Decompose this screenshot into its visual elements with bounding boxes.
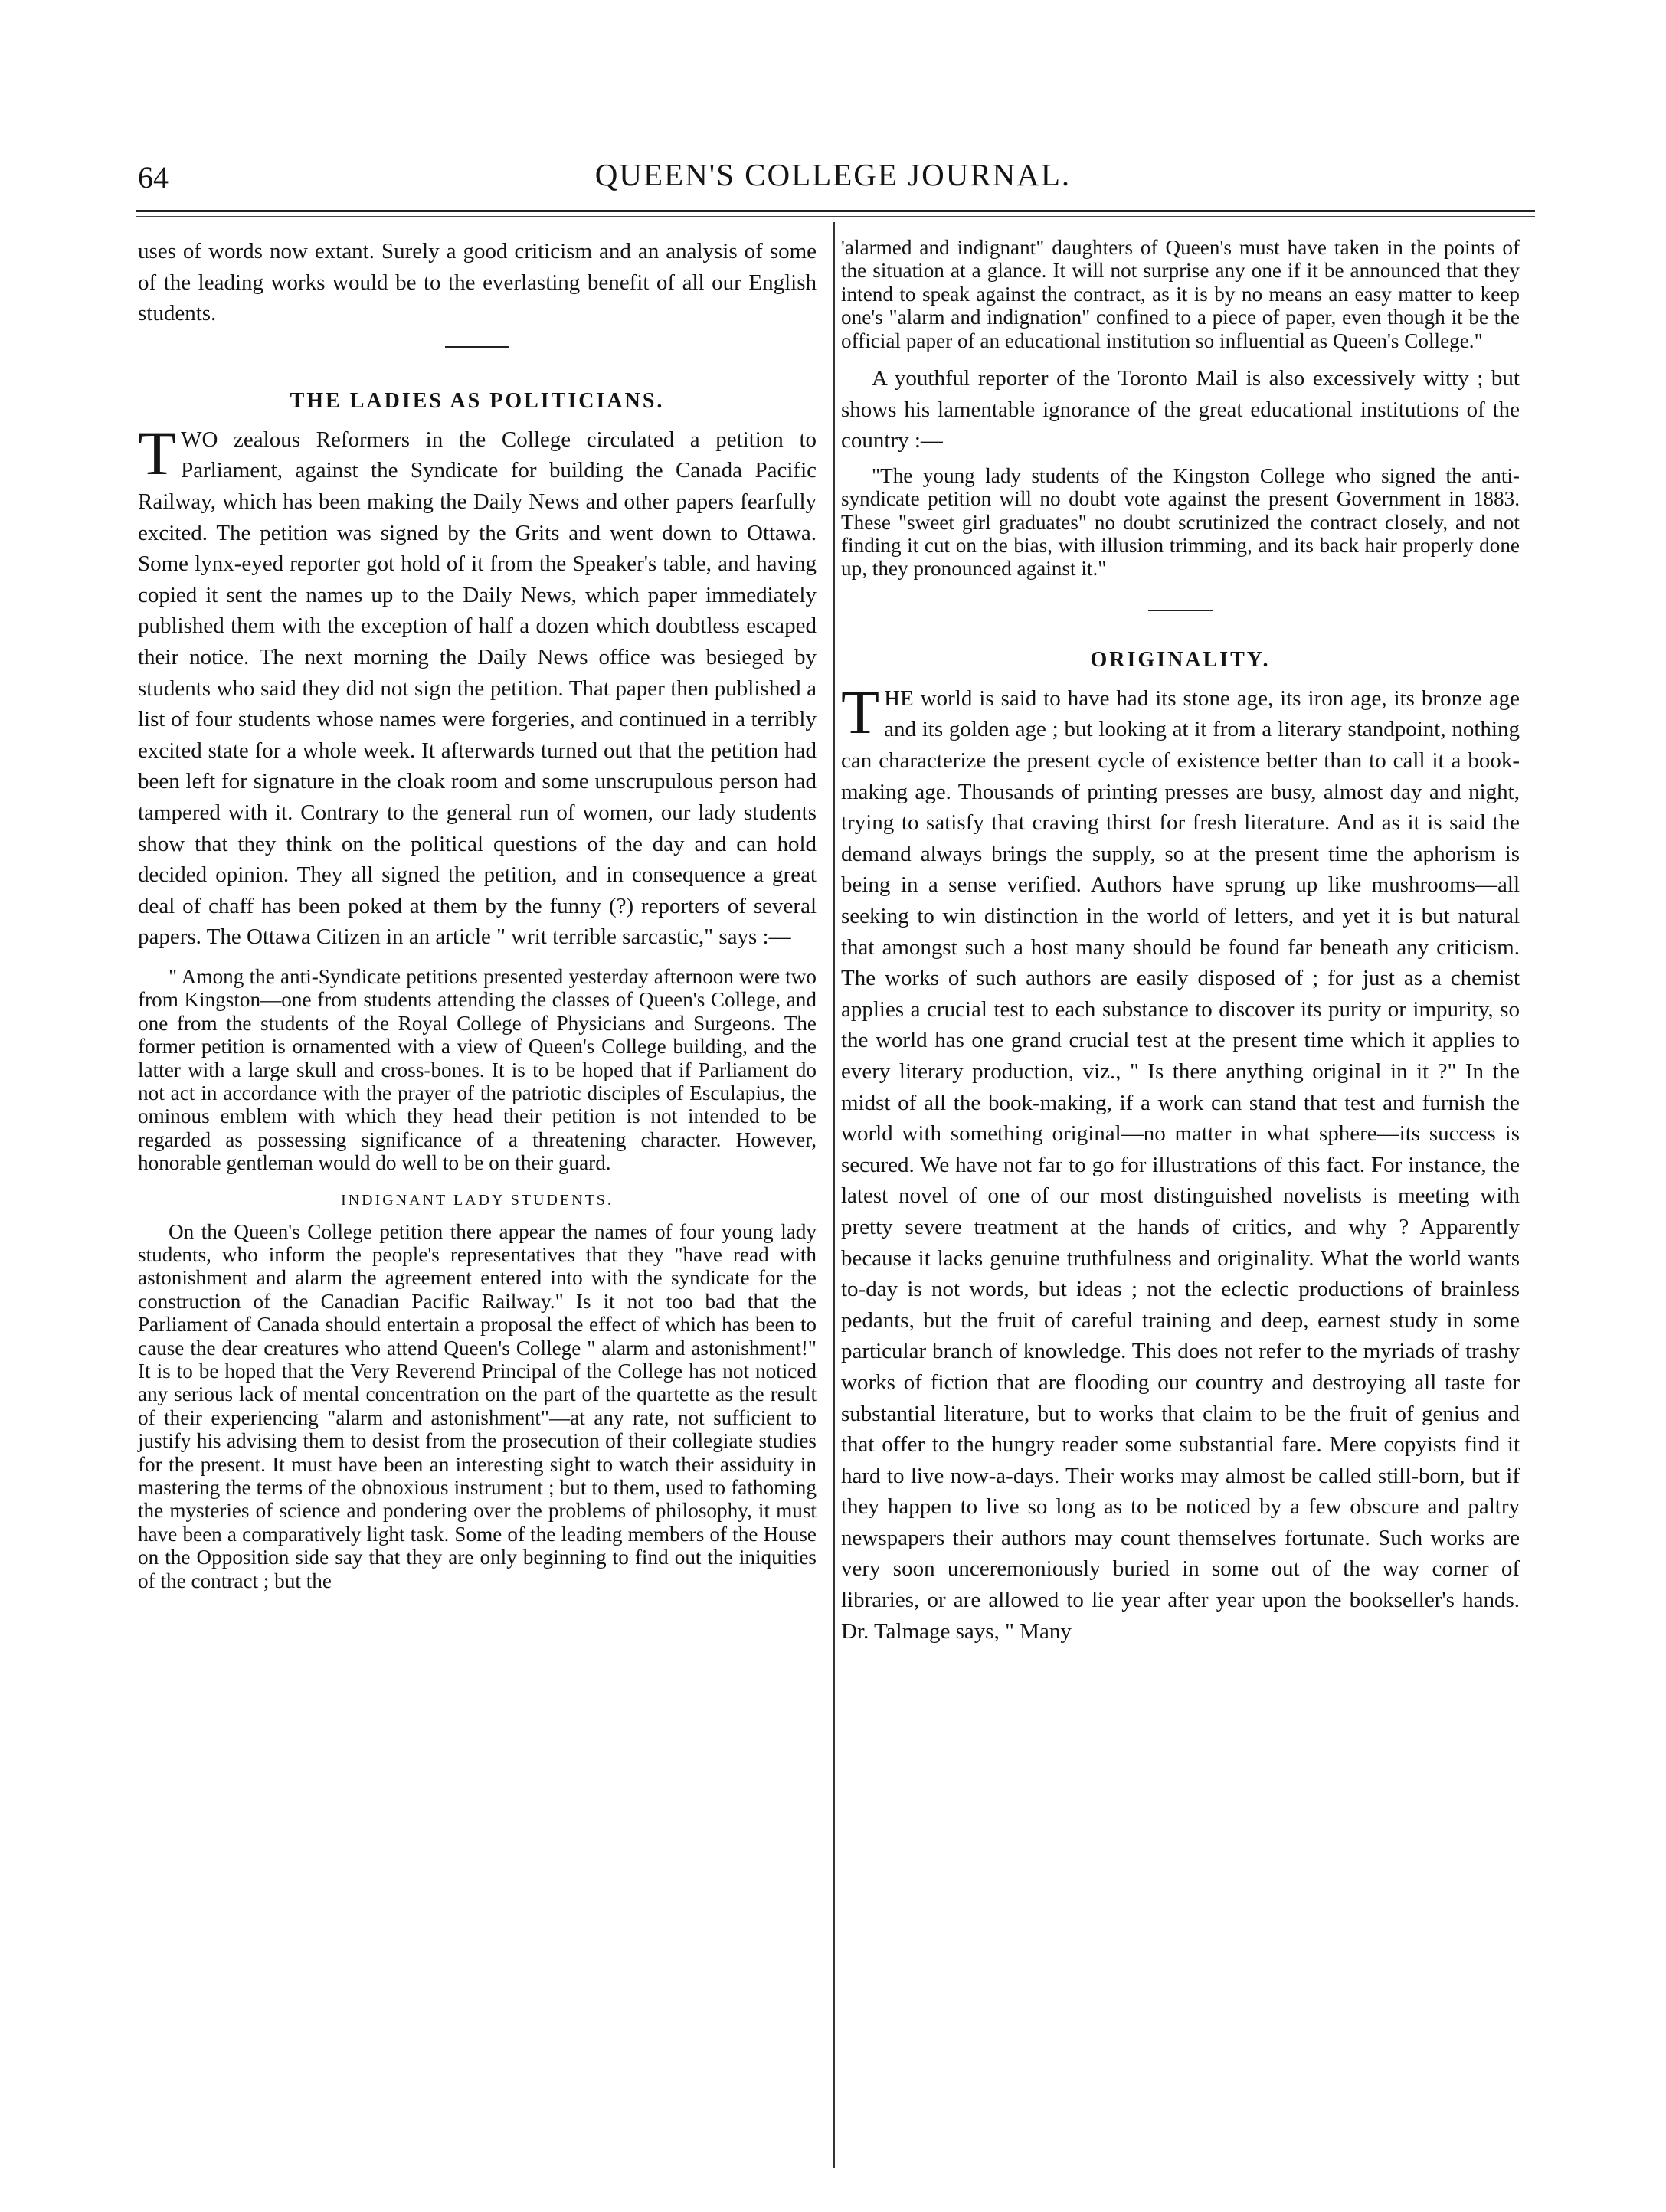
indignant-quote: On the Queen's College petition there appear the names of four young lady students, who inform the people's representatives that they "have read with astonishment and alarm the agreement entered into with the syndicate for the construction of the Canadian Pacific Railway." Is it not too bad that the Parliament of Canada should entertain a proposal the effect of which has been to cause the dear creatures who attend Queen's College " alarm and astonishment!" It is to be hoped that the Very Reverend Principal of the College has not noticed any serious lack of mental concentration on the part of the quartette as the result of their experiencing "alarm and astonishment"—at any rate, not sufficient to justify his advising them to desist from the prosecution of their collegiate studies for the present. It must have been an interesting sight to watch their assiduity in mastering the terms of the obnoxious instrument ; but to them, used to fathoming the mysteries of science and pondering over the problems of philosophy, it must have been a comparatively light task. Some of the leading members of the House on the Opposition side say that they are only beginning to find out the iniquities of the contract ; but the — [138, 1219, 817, 1592]
header-rule — [136, 210, 1535, 212]
subheading-indignant: INDIGNANT LADY STUDENTS. — [341, 1191, 614, 1209]
drop-cap: T — [841, 676, 880, 747]
article-paragraph-ladies — [138, 417, 817, 953]
article-paragraph-originality — [841, 676, 1520, 1647]
left-column — [138, 227, 817, 1592]
continued-quote: 'alarmed and indignant" daughters of Queen's must have taken in the points of the situation at a glance. It will not surprise any one if it be announced that they intend to speak against the contract, as it is by no means an easy matter to keep one's "alarm and indignation" confined to a piece of paper, even though it be the official paper of an educational institution so influential as Queen's College." — [841, 236, 1520, 352]
page-number: 64 — [138, 160, 169, 195]
section-divider — [445, 346, 509, 348]
continuation-paragraph: uses of words now extant. Surely a good criticism and an analysis of some of the leading works would be to the everlasting benefit of all our English students. — [138, 239, 817, 326]
mail-quote: "The young lady students of the Kingston College who signed the anti-syndicate petition will no doubt vote against the present Government in 1883. These "sweet girl graduates" no doubt scrutinized the contract closely, and not finding it cut on the bias, with illusion trimming, and its back hair properly done up, they pronounced against it." — [841, 463, 1520, 581]
header-rule-thin — [136, 216, 1535, 217]
mail-paragraph: A youthful reporter of the Toronto Mail is also excessively witty ; but shows his lamentable ignorance of the great educational institutions of the country :— — [841, 366, 1520, 453]
article-heading-ladies: THE LADIES AS POLITICIANS. — [290, 388, 665, 413]
article-paragraph-text: HE world is said to have had its stone age, its iron age, its bronze age and its golden age ; but looking at it from a literary standpoint, nothing can characterize the present cycle of existence better than to call it a book-making age. Thousands of printing presses are busy, almost day and night, trying to satisfy that craving thirst for fresh literature. And as it is said the demand always brings the supply, so at the present time the aphorism is being in a sense verified. Authors have sprung up like mushrooms—all seeking to win distinction in the world of letters, and yet it is but natural that amongst such a host many should be found far beneath any criticism. The works of such authors are easily disposed of ; for just as a chemist applies a crucial test to each substance to discover its purity or impurity, so the world has one grand crucial test at the present time which it applies to every literary production, viz., " Is there anything original in it ?" In the midst of all the book-making, if a work can stand that test and furnish the world with something original—no matter in what sphere—its success is secured. We have not far to go for illustrations of this fact. For instance, the latest novel of one of our most distinguished novelists is meeting with pretty severe treatment at the hands of critics, and why ? Apparently because it lacks genuine truthfulness and originality. What the world wants to-day is not words, but ideas ; not the eclectic productions of brainless pedants, but the fruit of careful training and deep, earnest study in some particular branch of knowledge. This does not refer to the myriads of trashy works of fiction that are flooding our country and destroying all taste for substantial literature, but to works that claim to be the fruit of genius and that offer to the hungry reader some substantial fare. Mere copyists find it hard to live now-a-days. Their works may almost be called still-born, but if they happen to live so long as to be noticed by a few obscure and paltry newspapers their authors may count themselves fortunate. Such works are very soon unceremoniously buried in some out of the way corner of libraries, or are allowed to lie year after year upon the bookseller's hands. Dr. Talmage says, " Many — [841, 686, 1520, 1644]
section-divider — [1148, 610, 1213, 611]
article-paragraph-text: WO zealous Reformers in the College circulated a petition to Parliament, against the Syndicate for building the Canada Pacific Railway, which has been making the Daily News and other papers fearfully excited. The petition was signed by the Grits and went down to Ottawa. Some lynx-eyed reporter got hold of it from the Speaker's table, and having copied it sent the names up to the Daily News, which paper immediately published them with the exception of half a dozen which doubtless escaped their notice. The next morning the Daily News office was besieged by students who said they did not sign the petition. That paper then published a list of four students whose names were forgeries, and continued in a terribly excited state for a whole week. It afterwards turned out that the petition had been left for signature in the cloak room and some unscrupulous person had tampered with it. Contrary to the general run of women, our lady students show that they think on the political questions of the day and can hold decided opinion. They all signed the petition, and in consequence a great deal of chaff has been poked at them by the funny (?) reporters of several papers. The Ottawa Citizen in an article " writ terrible sarcastic," says :— — [138, 427, 817, 950]
citizen-quote: " Among the anti-Syndicate petitions presented yesterday afternoon were two from Kingston—one from students attending the classes of Queen's College, and one from the students of the Royal College of Physicians and Surgeons. The former petition is ornamented with a view of Queen's College building, and the latter with a large skull and cross-bones. It is to be hoped that if Parliament do not act in accordance with the prayer of the patriotic disciples of Esculapius, the ominous emblem with which they head their petition is not intended to be regarded as possessing significance of a threatening character. However, honorable gentleman would do well to be on their guard. — [138, 964, 817, 1175]
journal-title: QUEEN'S COLLEGE JOURNAL. — [594, 157, 1072, 192]
column-divider — [833, 222, 835, 2168]
article-heading-originality: ORIGINALITY. — [1090, 647, 1271, 672]
right-column — [841, 227, 1520, 1647]
drop-cap: T — [138, 417, 177, 488]
